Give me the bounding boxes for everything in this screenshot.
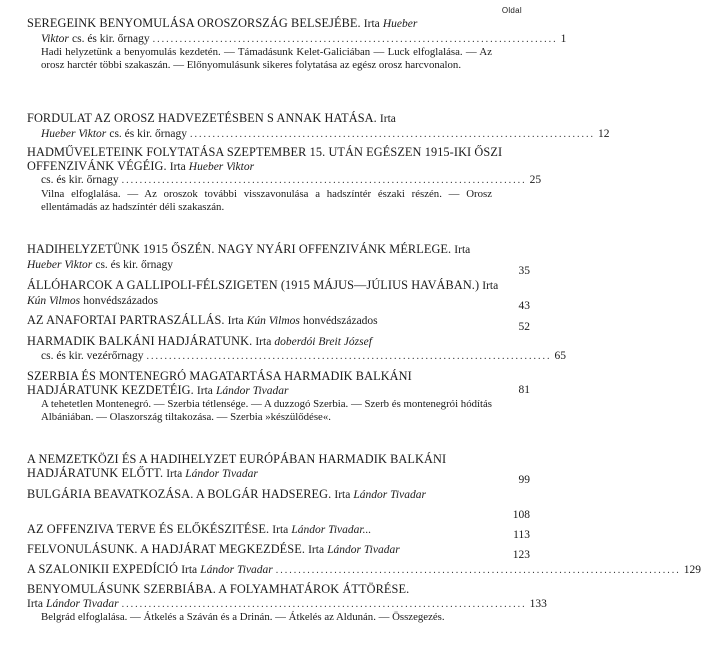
entry-author: Lándor Tivadar [200,564,273,576]
entry-page: 1 [560,32,567,45]
entry-title: AZ ANAFORTAI PARTRASZÁLLÁS. [27,313,225,327]
entry-title: A SZALONIKII EXPEDÍCIÓ [27,562,179,576]
entry-author: Lándor Tivadar [353,489,426,501]
entry-page: 129 [683,564,701,576]
entry-summary: A tehetetlen Montenegró. — Szerbia tétlensége. — A duzzogó Szerbia. — Szerb és montenegrói hódítás Albániában. — Olaszország tiltakozása. — Szerbia »készülődése«. [41,398,492,423]
entry-title: FORDULAT AZ OROSZ HADVEZETÉSBEN S ANNAK HATÁSA. [27,111,377,125]
entry-summary: Hadi helyzetünk a benyomulás kezdetén. — Támadásunk Kelet-Galiciában — Luck elfoglalása. — Az orosz harctér többi szakaszán. — Előnyomulásunk sikeres folytatása az egész orosz harcvonalon. [41,46,492,71]
entry-by: Irta [334,489,351,501]
entry-rank: cs. és kir. vezérőrnagy [41,349,144,362]
entry-author: Hueber Viktor [188,160,255,173]
entry-title: SEREGEINK BENYOMULÁSA OROSZORSZÁG BELSEJÉBE. [27,16,361,30]
toc-entry [27,369,530,451]
leader-dots: .......................................................................................... [152,33,558,45]
entry-page: 43 [518,300,530,312]
toc-entry [27,145,542,241]
entry-page: 99 [518,474,530,486]
entry-title: HADIHELYZETÜNK 1915 ŐSZÉN. NAGY NYÁRI OFFENZIVÁNK MÉRLEGE. [27,242,452,256]
entry-page: 65 [554,349,567,362]
entry-rank: honvédszázados [302,315,378,327]
toc-entry [27,452,530,486]
entry-page: 35 [518,265,530,277]
entry-by: Irta [181,564,198,576]
entry-page: 25 [529,174,542,187]
toc-entry [27,522,530,541]
entry-author: Hueber Viktor [27,258,93,271]
entry-title: AZ OFFENZIVA TERVE ÉS ELŐKÉSZITÉSE. [27,522,270,536]
entry-title: A NEMZETKÖZI ÉS A HADIHELYZET EURÓPÁBAN HARMADIK BALKÁNI HADJÁRATUNK ELŐTT. [27,452,447,480]
entry-author: Lándor Tivadar [215,384,289,397]
toc-entry [27,487,530,521]
entry-author: Hueber [382,18,418,30]
entry-by: Irta [363,18,380,30]
entry-rank: honvédszázados [83,294,158,307]
entry-title: BULGÁRIA BEAVATKOZÁSA. A BOLGÁR HADSEREG. [27,487,332,501]
entry-author: Lándor Tivadar [185,467,258,480]
toc-entry [27,562,701,581]
table-of-contents [27,16,701,647]
toc-entry [27,278,530,312]
entry-page: 123 [512,549,530,561]
entry-title: HARMADIK BALKÁNI HADJÁRATUNK. [27,334,253,348]
entry-by: Irta [27,597,43,610]
entry-by: Irta [454,244,471,256]
leader-dots: .......................................................................................... [121,598,527,610]
entry-author: Lándor Tivadar [327,544,400,556]
entry-page: 133 [529,597,547,610]
entry-title: ÁLLÓHARCOK A GALLIPOLI-FÉLSZIGETEN (1915 MÁJUS—JÚLIUS HAVÁBAN.) [27,278,480,292]
entry-page: 113 [513,529,530,541]
entry-page: 81 [518,383,530,396]
entry-by: Irta [255,336,272,348]
entry-author: Lándor Tivadar [46,597,119,610]
entry-by: Irta [169,160,186,173]
entry-title: SZERBIA ÉS MONTENEGRÓ MAGATARTÁSA HARMADIK BALKÁNI HADJÁRATUNK KEZDETÉIG. [27,369,412,397]
leader-dots: .......................................................................................... [146,350,552,362]
entry-rank: cs. és kir. őrnagy [71,32,150,45]
entry-by: Irta [308,544,325,556]
entry-by: Irta [272,524,289,536]
entry-by: Irta [166,467,183,480]
entry-author: doberdói Breit József [274,336,372,348]
entry-by: Irta [482,280,499,292]
toc-entry [27,542,530,561]
entry-rank: cs. és kir. őrnagy [41,174,119,187]
entry-author: Kún Vilmos [27,294,81,307]
entry-page: 52 [518,321,530,333]
entry-author-cont: Viktor [41,32,69,45]
leader-dots: .......................................................................................... [275,565,681,576]
entry-by: Irta [227,315,244,327]
entry-page: 12 [597,127,610,140]
entry-summary: Vilna elfoglalása. — Az oroszok további visszavonulása a hadszíntér északi részén. — Orosz ellentámadás az hadszíntér déli szakaszán. [41,188,492,213]
entry-rank: cs. és kir. őrnagy [95,258,173,271]
entry-title: HADMŰVELETEINK FOLYTATÁSA SZEPTEMBER 15. UTÁN EGÉSZEN 1915-IKI ŐSZI OFFENZIVÁNK VÉGÉIG. [27,145,503,173]
entry-author: Lándor Tivadar... [291,524,372,536]
toc-entry [27,313,530,333]
toc-entry [27,242,530,277]
leader-dots: .......................................................................................... [121,175,527,187]
entry-author: Kún Vilmos [246,315,300,327]
entry-summary: Belgrád elfoglalása. — Átkelés a Száván és a Drinán. — Átkelés az Aldunán. — Összegezés. [41,611,445,624]
page-column-header: Oldal [501,6,522,15]
entry-author: Hueber Viktor [41,127,107,140]
entry-by: Irta [379,113,396,125]
leader-dots: .......................................................................................... [189,128,595,140]
toc-entry [27,582,547,645]
entry-rank: cs. és kir. őrnagy [109,127,187,140]
entry-title: BENYOMULÁSUNK SZERBIÁBA. A FOLYAMHATÁROK ÁTTÖRÉSE. [27,582,410,596]
entry-by: Irta [196,384,213,397]
entry-page: 108 [512,509,530,521]
toc-entry [27,16,567,110]
entry-title: FELVONULÁSUNK. A HADJÁRAT MEGKEZDÉSE. [27,542,306,556]
toc-entry [27,111,610,144]
toc-entry [27,334,567,368]
